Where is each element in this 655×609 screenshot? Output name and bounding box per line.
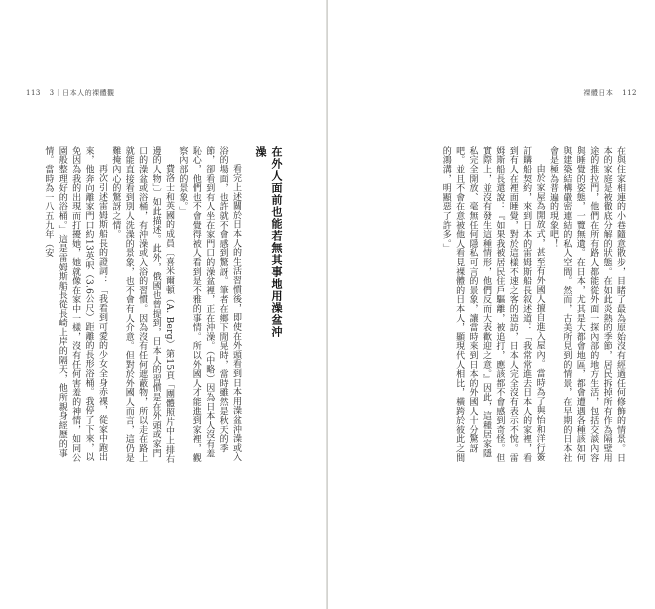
left-body-text — [43, 146, 242, 464]
left-running-head — [26, 88, 115, 98]
right-running-head — [583, 88, 637, 98]
left-paragraph: 費洛士和英國的成員〔喜米爾頓（A. Berg）第15頁「團體照片中上排右邊的人物」〕如此描述。此外，俄國也曾提到，日本人的習慣是在外頭或家門口的澡盆或浴桶，有沖澡或入浴的習慣。因為沒有任何遮蔽物，所以走在路上就能直接看到別人洗澡的景象，也不會有人介意。但對於外國人而言，這仍是難掩內心的驚訝之情。 — [110, 146, 174, 464]
right-running-head-text: 裸體日本 — [583, 89, 614, 97]
right-paragraph: 由於家屋為開放式，甚至有外國人擅自進入屋內。當時為了與怡和洋行簽訂購船契約，來到日本的雷姆斯船長叙述道：「我常常進去日本人的家裡，看到有人在裡面睡覺，對於這樣不速之客的造訪，日本人完全沒有表示不悅。雷姆斯船長還說：『如果我被居民住戶驅離，被追打，應該都不會感到奇怪。但實際上，並沒有發生這種情形，他們反而大表歡迎之意。』因此，這種居家隱私完全開放、毫無任何隱私可言的景象，讓當時來到日本的外國人十分驚訝吧。並且不會在意被他人看見裸體的日本人，顯現代人相比，橫跨於彼此之間的鴻溝，明顯惡了許多。」 — [440, 146, 545, 463]
right-paragraph: 在與住家相連的小巷隨意散步，目睹了最為原始沒有經過任何修飾的情景。日本的家庭是被徹底分解的狀態。在如此炎熱的季節，居民拆掉所有作為隔壁用途的推拉門，他們在所有路人都能從外面一探內部的地方生活，包括交談內容與睡覺的姿態，一覽無遺。在日本，尤其是大都會地區，都會遭遇各種該如何與建築結構嚴密連結的私人空間。然而，古美所見到的情景，在早期的日本社會是極為普遍的現象吧！ — [547, 146, 625, 463]
right-body-text — [420, 146, 626, 464]
left-paragraph: 再次引述雷姆斯船長的證詞：「我看到可愛的少女全身赤裸，從家中跑出來，他奔向離家門口約13英呎（3.6公尺）距離的長形浴桶。我停了下來，以免因為我的出現而打擾她，她就像在家中一樣，沒有任何害羞的神情，如同公園般整理好的浴桶。」這是雷姆斯船長從長崎上岸的隔天，他所親身經歷的事情。當時為一八五九年（安 — [43, 146, 107, 463]
left-running-head-text: 3｜日本人的裸體觀 — [49, 89, 115, 97]
left-paragraph: 看完上述關於日本人的生活習慣後，即使在外頭看到日本用澡盆沖澡或入浴的場面，也許就不會感到驚訝。筆者在鄉下閒晃時，當時雖然是秋天的季節，卻看到有人坐在家門口的澡盆裡，正在沖澡。（中略）因為日本人沒有羞恥心，他們也不會覺得被人看到是不雅的事情。所以外國人才能進到家裡，觀察內部的景象。」 — [177, 146, 241, 463]
left-page-number: 113 — [26, 89, 41, 97]
section-title: 在外人面前也能若無其事地用澡盆沖澡 — [254, 146, 283, 338]
right-page-number: 112 — [622, 89, 637, 97]
